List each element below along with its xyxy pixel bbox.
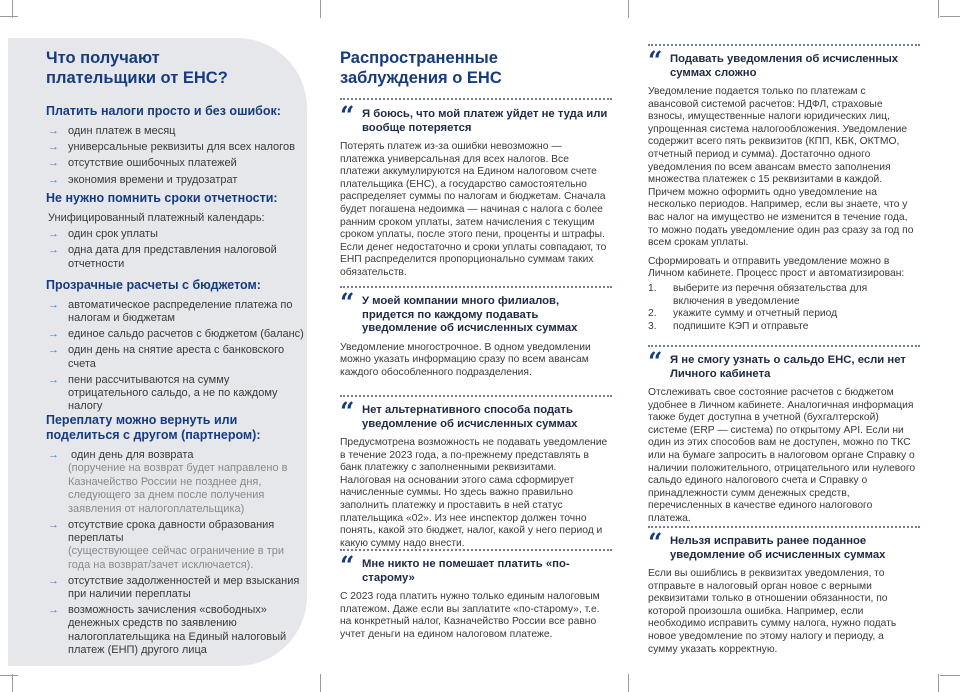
quote-icon: “ (648, 46, 663, 75)
step-item: 3. подпишите КЭП и отправьте (648, 320, 809, 332)
arrow-icon: → (48, 373, 59, 386)
arrow-icon: → (48, 173, 59, 186)
dotted-divider (648, 345, 920, 347)
misconception-answer: Уведомление многострочное. В одном уведомлении можно указать информацию сразу по всем авансам каждого обособленного подразделения. (340, 341, 591, 378)
quote-icon: “ (648, 528, 663, 557)
arrow-icon: → (48, 574, 59, 587)
arrow-icon: → (48, 449, 59, 461)
arrow-icon: → (48, 157, 59, 170)
list-item: → отсутствие задолженностей и мер взыскания при наличии переплаты (48, 574, 300, 601)
misconception-heading: “ Я боюсь, что мой платеж уйдет не туда или вообще потеряется (340, 101, 608, 134)
crop-mark (628, 0, 629, 18)
list-item: → отсутствие срока давности образования переплаты (существующее сейчас ограничение в три года на возврат/зачет исключается). (48, 518, 285, 571)
dotted-divider (340, 549, 612, 551)
crop-mark (320, 674, 321, 692)
list-item: → один платеж в месяц (48, 125, 176, 137)
quote-icon: “ (340, 551, 355, 580)
list-item: → один день для возврата (поручение на возврат будет направлено в Казначейство России не позднее дня, следующего за днем после получения заявления от налогоплательщика) (48, 449, 288, 515)
crop-mark (0, 16, 18, 17)
misconception-answer: Предусмотрена возможность не подавать уведомление в течение 2023 года, а по-прежнему представлять в банк платежку с заполненными реквизитами. Налоговая на основании этого сама сформирует начисленные суммы. Но здесь важно правильно заполнить платежку и проставить в ней статус плательщика «02». Из нее инспектор должен точно понять, какой это бюджет, налог, какой у него период и какую сумму надо внести. (340, 437, 608, 549)
crop-mark (12, 674, 13, 692)
list-item: → отсутствие ошибочных платежей (48, 157, 237, 170)
misconceptions-title: Распространенные заблуждения о ЕНС (340, 49, 502, 87)
list-item: → экономия времени и трудозатрат (48, 173, 238, 186)
list-item: → универсальные реквизиты для всех налогов (48, 141, 295, 154)
misconception-heading: “ Подавать уведомления об исчисленных суммах сложно (648, 46, 899, 79)
dotted-divider (340, 395, 612, 397)
arrow-icon: → (48, 227, 59, 240)
benefits-title: Что получают плательщики от ЕНС? (46, 49, 228, 87)
section-heading: Прозрачные расчеты с бюджетом: (46, 278, 261, 292)
section-intro: Унифицированный платежный календарь: (48, 212, 265, 224)
misconception-answer-extra: Сформировать и отправить уведомление можно в Личном кабинете. Процесс прост и автоматизирован: (648, 255, 905, 280)
misconception-heading: “ Нельзя исправить ранее поданное уведомление об исчисленных суммах (648, 528, 886, 561)
step-item: 2. укажите сумму и отчетный период (648, 308, 838, 320)
misconception-heading: “ Нет альтернативного способа подать уведомление об исчисленных суммах (340, 397, 578, 430)
misconception-heading: “ У моей компании много филиалов, придется по каждому подавать уведомление об исчисленных суммах (340, 288, 578, 334)
arrow-icon: → (48, 125, 59, 137)
dotted-divider (340, 286, 612, 288)
list-item: → один день на снятие ареста с банковского счета (48, 344, 285, 370)
crop-mark (938, 0, 939, 18)
crop-mark (938, 674, 939, 692)
crop-mark (940, 16, 960, 17)
misconception-heading: “ Мне никто не помешает платить «по-старому» (340, 551, 570, 584)
dotted-divider (648, 526, 920, 528)
arrow-icon: → (48, 244, 59, 257)
quote-icon: “ (340, 101, 355, 130)
crop-mark (940, 675, 960, 676)
misconception-answer: Если вы ошиблись в реквизитах уведомления, то отправьте в налоговый орган новое с верными реквизитами только в отношении обязанности, по которой произошла ошибка. Например, если необходимо исправить сумму налога, нужно подать новое уведомление по этому налогу и периоду, а сумму указать корректную. (648, 568, 897, 655)
misconception-heading: “ Я не смогу узнать о сальдо ЕНС, если нет Личного кабинета (648, 347, 906, 380)
list-item: → автоматическое распределение платежа по налогам и бюджетам (48, 299, 293, 325)
crop-mark (320, 0, 321, 18)
arrow-icon: → (48, 299, 59, 311)
section-heading: Переплату можно вернуть или поделиться с другом (партнером): (46, 413, 261, 442)
crop-mark (0, 675, 18, 676)
misconception-answer: Уведомление подается только по платежам с авансовой системой расчетов: НДФЛ, страховые взносы, имущественные налоги юридических лиц, упрощенная система налогообложения. Уведомление содержит всего пять реквизитов (КПП, КБК, ОКТМО, отчетный период и сумма). Достаточно одного уведомления по всем авансам вместо заполнения множества платежек с 15 реквизитами в каждой. Причем можно оформить одно уведомление на несколько периодов. Например, если вы знаете, что у вас налог на имущество не изменится в течение года, то можно подать уведомление один раз сразу за год по всем срокам уплаты. (648, 86, 914, 249)
arrow-icon: → (48, 328, 59, 341)
dotted-divider (648, 44, 920, 46)
list-item: → пени рассчитываются на сумму отрицательного сальдо, а не по каждому налогу (48, 373, 278, 413)
misconception-answer: Потерять платеж из-за ошибки невозможно — платежка универсальная для всех налогов. Все платежи аккумулируются на Едином налоговом счете плательщика (ЕНС), а государство самостоятельно распределяет суммы по налогам и бюджетам. Сначала будет погашена недоимка — начиная с налога с более ранним сроком уплаты, затем начисления с текущим сроком уплаты, после этого пени, проценты и штрафы. Если денег недостаточно и сроки уплаты совпадают, то ЕНП распределится пропорционально суммам таких обязательств. (340, 141, 607, 278)
list-item: → возможность зачисления «свободных» денежных средств по заявлению налогоплательщика на Единый налоговый платеж (ЕНП) другого лица (48, 603, 287, 657)
list-item: → единое сальдо расчетов с бюджетом (баланс) (48, 328, 304, 341)
quote-icon: “ (648, 347, 663, 376)
quote-icon: “ (340, 288, 355, 317)
quote-icon: “ (340, 397, 355, 426)
step-item: 1. выберите из перечня обязательства для включения в уведомление (648, 282, 868, 307)
arrow-icon: → (48, 344, 59, 357)
arrow-icon: → (48, 518, 59, 531)
list-item: → один срок уплаты (48, 227, 158, 240)
section-heading: Не нужно помнить сроки отчетности: (46, 191, 278, 205)
crop-mark (628, 674, 629, 692)
list-item: → одна дата для представления налоговой отчетности (48, 244, 277, 270)
misconception-answer: С 2023 года платить нужно только единым налоговым платежом. Даже если вы заплатите «по-старому», т.е. на конкретный налог, Казначейство России все равно учтет деньги на едином налоговом платеже. (340, 591, 600, 640)
dotted-divider (340, 98, 612, 100)
misconception-answer: Отслеживать свое состояние расчетов с бюджетом удобнее в Личном кабинете. Аналогичная информация также будет доступна в учетной (бухгалтерской) системе (ERP — система) по открытому API. Если ни один из этих способов вам не доступен, можно по ТКС или на бумаге запросить в налоговом органе Справку о наличии положительного, отрицательного или нулевого сальдо единого налогового счета и Справку о принадлежности сумм денежных средств, перечисленных в качестве единого налогового платежа. (648, 387, 916, 524)
section-heading: Платить налоги просто и без ошибок: (46, 104, 281, 118)
arrow-icon: → (48, 603, 59, 616)
arrow-icon: → (48, 141, 59, 154)
